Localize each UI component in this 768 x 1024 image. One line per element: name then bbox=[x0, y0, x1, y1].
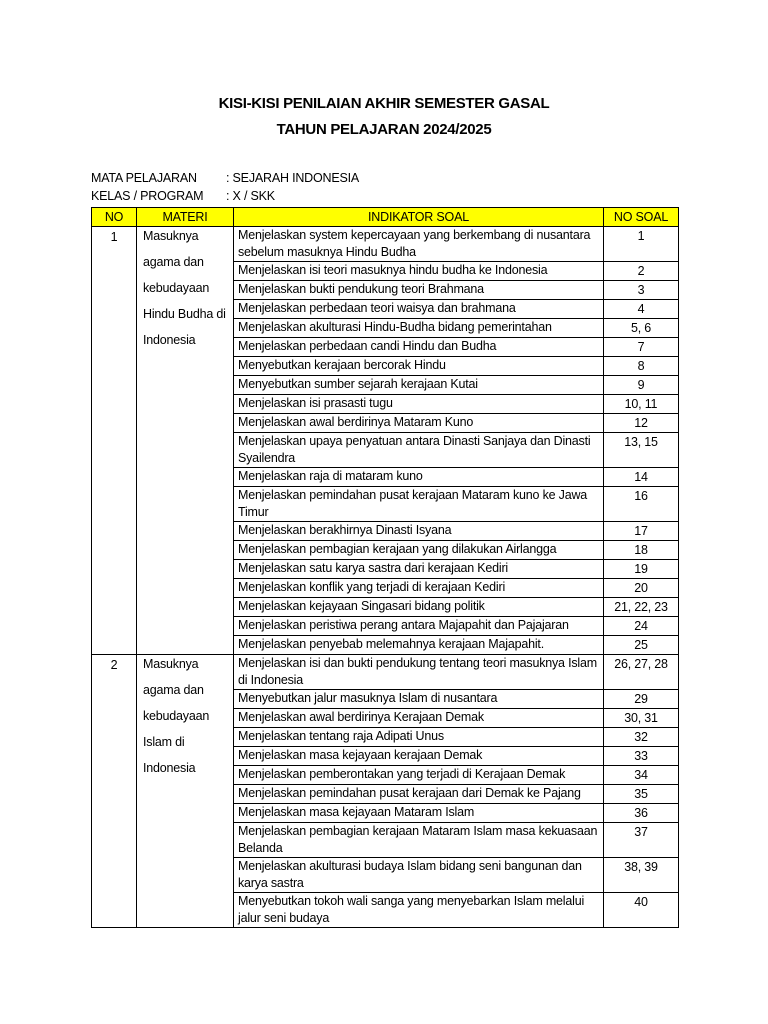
no-soal-cell: 20 bbox=[604, 579, 679, 598]
table-body bbox=[92, 227, 679, 928]
no-soal-cell: 9 bbox=[604, 376, 679, 395]
indikator-cell: Menyebutkan kerajaan bercorak Hindu bbox=[234, 357, 604, 376]
no-soal-cell: 5, 6 bbox=[604, 319, 679, 338]
indikator-cell: Menjelaskan pemindahan pusat kerajaan Mataram kuno ke Jawa Timur bbox=[234, 487, 604, 522]
no-soal-cell: 40 bbox=[604, 893, 679, 928]
document-subtitle: TAHUN PELAJARAN 2024/2025 bbox=[276, 121, 492, 138]
section-materi bbox=[137, 655, 234, 928]
no-soal-cell: 29 bbox=[604, 690, 679, 709]
indikator-cell: Menjelaskan masa kejayaan Mataram Islam bbox=[234, 804, 604, 823]
no-soal-cell: 12 bbox=[604, 414, 679, 433]
materi-text: Masuknya agama dan kebudayaan Islam di Indonesia bbox=[143, 657, 210, 775]
indikator-cell: Menyebutkan tokoh wali sanga yang menyebarkan Islam melalui jalur seni budaya bbox=[234, 893, 604, 928]
no-soal-cell: 17 bbox=[604, 522, 679, 541]
indikator-cell: Menjelaskan system kepercayaan yang berkembang di nusantara sebelum masuknya Hindu Budha bbox=[234, 227, 604, 262]
indikator-cell: Menjelaskan tentang raja Adipati Unus bbox=[234, 728, 604, 747]
info-label: KELAS / PROGRAM bbox=[91, 189, 204, 203]
no-soal-cell: 30, 31 bbox=[604, 709, 679, 728]
no-soal-cell: 13, 15 bbox=[604, 433, 679, 468]
no-soal-cell: 10, 11 bbox=[604, 395, 679, 414]
header-no-soal: NO SOAL bbox=[604, 208, 679, 227]
no-soal-cell: 34 bbox=[604, 766, 679, 785]
indikator-cell: Menjelaskan peristiwa perang antara Majapahit dan Pajajaran bbox=[234, 617, 604, 636]
indikator-cell: Menjelaskan bukti pendukung teori Brahmana bbox=[234, 281, 604, 300]
section-number: 2 bbox=[92, 655, 137, 928]
indikator-cell: Menjelaskan akulturasi budaya Islam bidang seni bangunan dan karya sastra bbox=[234, 858, 604, 893]
materi-text: Masuknya agama dan kebudayaan Hindu Budha di Indonesia bbox=[143, 229, 226, 347]
no-soal-cell: 38, 39 bbox=[604, 858, 679, 893]
no-soal-cell: 36 bbox=[604, 804, 679, 823]
indikator-cell: Menyebutkan jalur masuknya Islam di nusantara bbox=[234, 690, 604, 709]
no-soal-cell: 18 bbox=[604, 541, 679, 560]
info-row-subject bbox=[91, 171, 359, 185]
no-soal-cell: 21, 22, 23 bbox=[604, 598, 679, 617]
indikator-cell: Menjelaskan kejayaan Singasari bidang politik bbox=[234, 598, 604, 617]
indikator-cell: Menjelaskan isi dan bukti pendukung tentang teori masuknya Islam di Indonesia bbox=[234, 655, 604, 690]
no-soal-cell: 8 bbox=[604, 357, 679, 376]
no-soal-cell: 2 bbox=[604, 262, 679, 281]
no-soal-cell: 19 bbox=[604, 560, 679, 579]
indikator-cell: Menjelaskan pembagian kerajaan Mataram Islam masa kekuasaan Belanda bbox=[234, 823, 604, 858]
indikator-cell: Menjelaskan raja di mataram kuno bbox=[234, 468, 604, 487]
no-soal-cell: 32 bbox=[604, 728, 679, 747]
no-soal-cell: 14 bbox=[604, 468, 679, 487]
no-soal-cell: 37 bbox=[604, 823, 679, 858]
indikator-cell: Menjelaskan isi prasasti tugu bbox=[234, 395, 604, 414]
indikator-cell: Menjelaskan upaya penyatuan antara Dinasti Sanjaya dan Dinasti Syailendra bbox=[234, 433, 604, 468]
indikator-cell: Menjelaskan awal berdirinya Mataram Kuno bbox=[234, 414, 604, 433]
no-soal-cell: 24 bbox=[604, 617, 679, 636]
indikator-cell: Menjelaskan berakhirnya Dinasti Isyana bbox=[234, 522, 604, 541]
no-soal-cell: 33 bbox=[604, 747, 679, 766]
indikator-cell: Menjelaskan penyebab melemahnya kerajaan Majapahit. bbox=[234, 636, 604, 655]
indikator-cell: Menjelaskan akulturasi Hindu-Budha bidang pemerintahan bbox=[234, 319, 604, 338]
indikator-cell: Menjelaskan isi teori masuknya hindu budha ke Indonesia bbox=[234, 262, 604, 281]
info-value: : SEJARAH INDONESIA bbox=[226, 171, 360, 185]
indikator-cell: Menjelaskan awal berdirinya Kerajaan Demak bbox=[234, 709, 604, 728]
section-materi bbox=[137, 227, 234, 655]
no-soal-cell: 35 bbox=[604, 785, 679, 804]
section-number: 1 bbox=[92, 227, 137, 655]
info-row-class bbox=[91, 189, 275, 203]
no-soal-cell: 26, 27, 28 bbox=[604, 655, 679, 690]
header-indikator: INDIKATOR SOAL bbox=[234, 208, 604, 227]
no-soal-cell: 25 bbox=[604, 636, 679, 655]
grid-table bbox=[91, 207, 679, 928]
info-label: MATA PELAJARAN bbox=[91, 171, 197, 185]
no-soal-cell: 4 bbox=[604, 300, 679, 319]
indikator-cell: Menjelaskan masa kejayaan kerajaan Demak bbox=[234, 747, 604, 766]
indikator-cell: Menyebutkan sumber sejarah kerajaan Kutai bbox=[234, 376, 604, 395]
table-row bbox=[92, 655, 679, 690]
indikator-cell: Menjelaskan konflik yang terjadi di kerajaan Kediri bbox=[234, 579, 604, 598]
header-materi: MATERI bbox=[137, 208, 234, 227]
no-soal-cell: 16 bbox=[604, 487, 679, 522]
indikator-cell: Menjelaskan pemindahan pusat kerajaan dari Demak ke Pajang bbox=[234, 785, 604, 804]
no-soal-cell: 1 bbox=[604, 227, 679, 262]
info-value: : X / SKK bbox=[226, 189, 275, 203]
indikator-cell: Menjelaskan perbedaan teori waisya dan brahmana bbox=[234, 300, 604, 319]
indikator-cell: Menjelaskan perbedaan candi Hindu dan Budha bbox=[234, 338, 604, 357]
no-soal-cell: 7 bbox=[604, 338, 679, 357]
indikator-cell: Menjelaskan pemberontakan yang terjadi di Kerajaan Demak bbox=[234, 766, 604, 785]
header-no: NO bbox=[92, 208, 137, 227]
no-soal-cell: 3 bbox=[604, 281, 679, 300]
table-row bbox=[92, 227, 679, 262]
document-title: KISI-KISI PENILAIAN AKHIR SEMESTER GASAL bbox=[218, 95, 550, 112]
indikator-cell: Menjelaskan pembagian kerajaan yang dilakukan Airlangga bbox=[234, 541, 604, 560]
indikator-cell: Menjelaskan satu karya sastra dari kerajaan Kediri bbox=[234, 560, 604, 579]
